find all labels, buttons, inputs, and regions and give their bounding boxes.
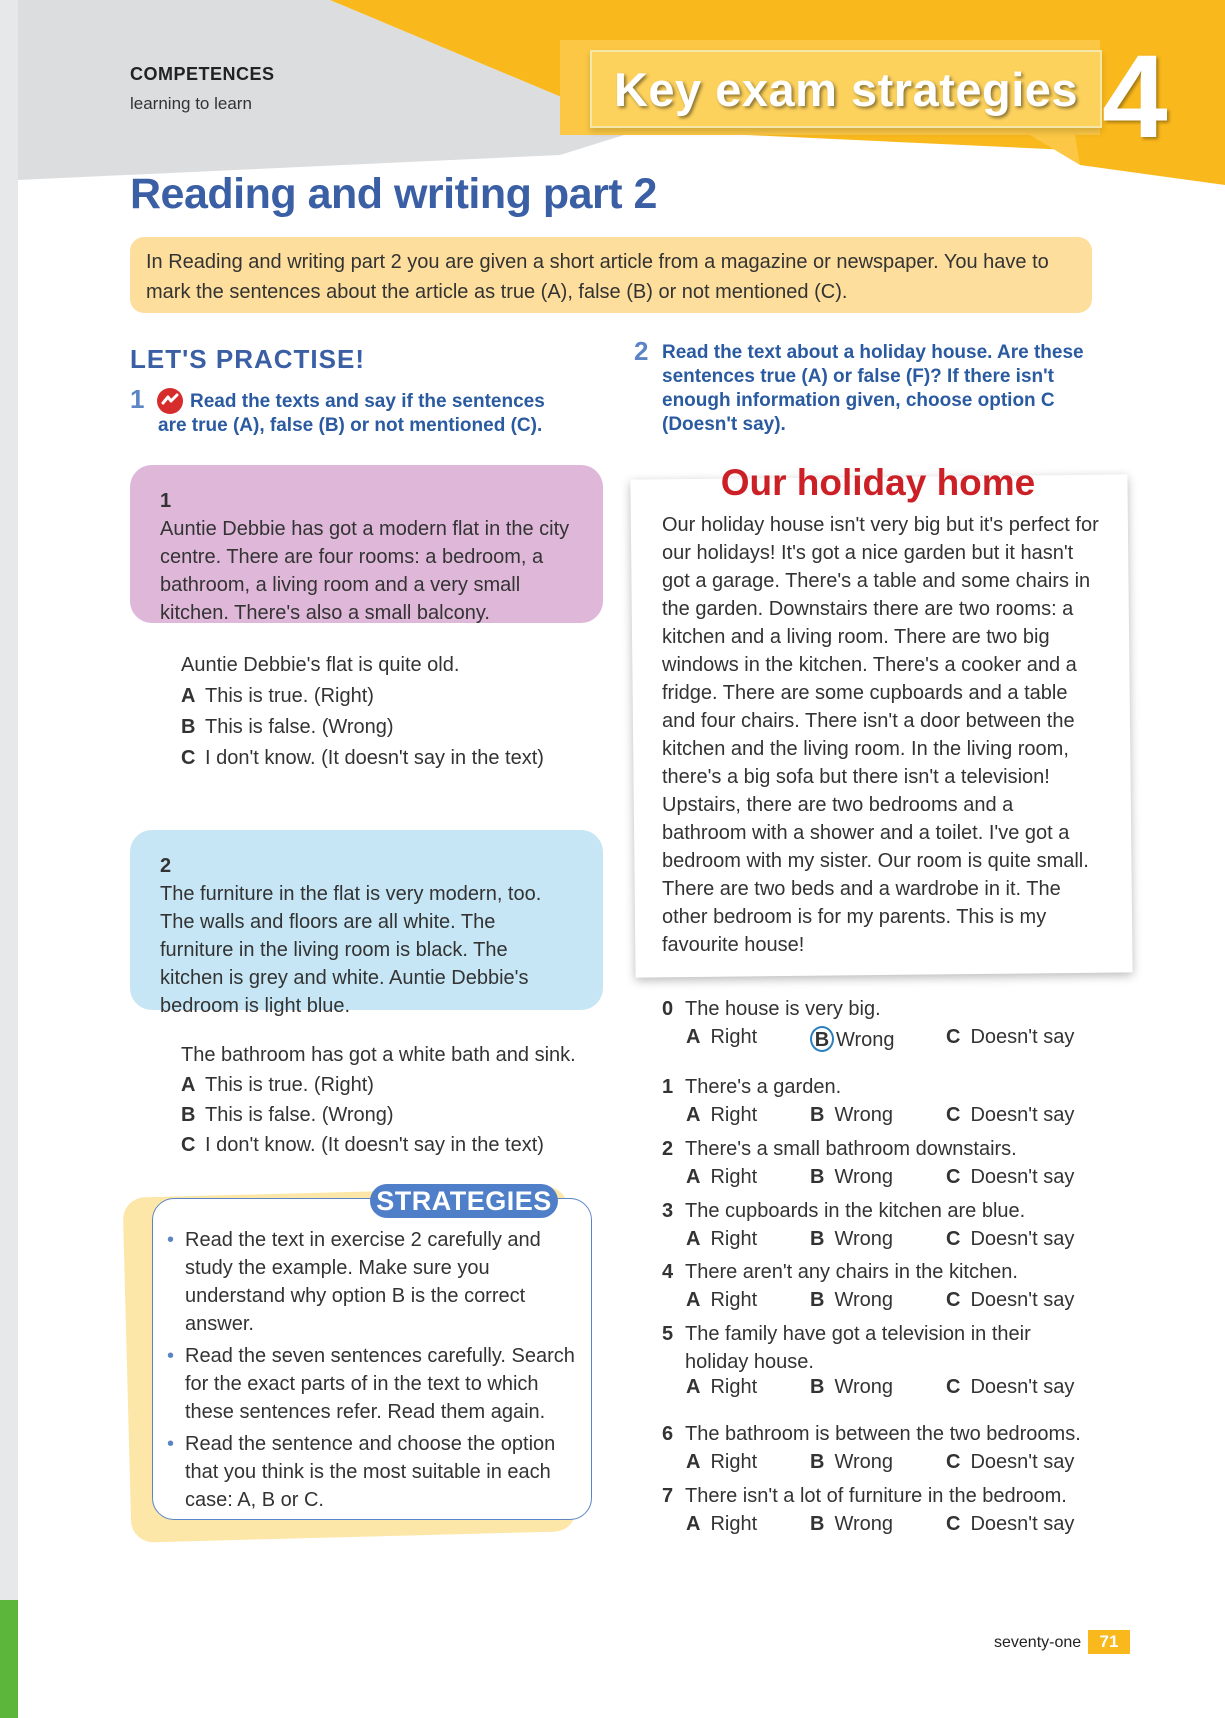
option-text: Wrong (834, 1166, 893, 1188)
option-letter: C (946, 1026, 961, 1048)
option-text: This is false. (Wrong) (205, 1104, 394, 1126)
option-text: I don't know. (It doesn't say in the text) (205, 1134, 544, 1156)
question-text: The family have got a television in their holiday house. (685, 1323, 1031, 1373)
option-text: Doesn't say (970, 1026, 1075, 1048)
exercise-2-instruction: Read the text about a holiday house. Are these sentences true (A) or false (F)? If there isn't enough information given, choose option C (Doesn't say). (662, 342, 1084, 435)
question-6 (662, 1420, 1092, 1448)
option-text: Wrong (834, 1376, 893, 1398)
option-b[interactable] (181, 1100, 601, 1130)
green-edge-tab (0, 1600, 18, 1718)
strategy-item (165, 1342, 575, 1426)
question-5 (662, 1320, 1092, 1376)
option-letter: B (181, 716, 196, 738)
option-letter: C (946, 1289, 961, 1311)
option-letter: A (686, 1166, 701, 1188)
strategy-text: Read the text in exercise 2 carefully and study the example. Make sure you understand why option B is the correct answer. (185, 1229, 541, 1335)
question-number: 6 (662, 1423, 674, 1445)
option-text: I don't know. (It doesn't say in the text) (205, 747, 544, 769)
page-number: 71 (1088, 1630, 1130, 1654)
question-number: 1 (662, 1076, 674, 1098)
option-text: Doesn't say (970, 1228, 1075, 1250)
text-1-number: 1 (160, 490, 172, 512)
strategies-list (165, 1226, 575, 1518)
question-2-text: The bathroom has got a white bath and sink. (181, 1044, 576, 1066)
question-text: There aren't any chairs in the kitchen. (685, 1261, 1018, 1283)
question-text: The cupboards in the kitchen are blue. (685, 1200, 1026, 1222)
option-text: Right (710, 1228, 758, 1250)
option-b[interactable] (810, 1166, 893, 1189)
option-c[interactable] (946, 1376, 1074, 1399)
question-4 (662, 1258, 1092, 1286)
option-letter: C (181, 747, 196, 769)
text-2-body: The furniture in the flat is very modern, too. The walls and floors are all white. The furniture in the living room is black. The kitchen is grey and white. Auntie Debbie's bedroom is light blue. (160, 883, 542, 1017)
option-c[interactable] (946, 1026, 1074, 1049)
exercise-1-number: 1 (130, 384, 145, 414)
option-letter: B (181, 1104, 196, 1126)
option-text: This is true. (Right) (205, 685, 374, 707)
option-letter: A (686, 1104, 701, 1126)
question-number: 7 (662, 1485, 674, 1507)
option-b[interactable] (181, 712, 601, 743)
question-number: 3 (662, 1200, 674, 1222)
option-b[interactable] (810, 1026, 895, 1052)
question-3 (662, 1197, 1092, 1225)
option-text: Wrong (834, 1451, 893, 1473)
exercise-1-instruction: Read the texts and say if the sentences are true (A), false (B) or not mentioned (C). (158, 391, 545, 436)
exercise-2-number: 2 (634, 336, 649, 366)
intro-box: In Reading and writing part 2 you are given a short article from a magazine or newspaper. You have to mark the sentences about the article as true (A), false (B) or not mentioned (C). (130, 237, 1092, 313)
option-text: Doesn't say (970, 1451, 1075, 1473)
page-word: seventy-one (994, 1634, 1082, 1651)
option-letter: A (686, 1228, 701, 1250)
option-text: This is true. (Right) (205, 1074, 374, 1096)
option-letter: B (810, 1228, 825, 1250)
option-text: Wrong (834, 1513, 893, 1535)
article-title: Our holiday home (720, 462, 1036, 503)
bullet-icon: • (167, 1345, 175, 1367)
option-text: Wrong (834, 1289, 893, 1311)
option-a[interactable] (686, 1289, 757, 1312)
option-c[interactable] (181, 1130, 601, 1160)
option-letter: A (686, 1513, 701, 1535)
option-letter: C (181, 1134, 196, 1156)
option-c[interactable] (946, 1228, 1074, 1251)
question-text: There isn't a lot of furniture in the bedroom. (685, 1485, 1067, 1507)
option-text: Doesn't say (970, 1289, 1075, 1311)
competences-label: COMPETENCES (130, 64, 275, 84)
option-letter: C (946, 1376, 961, 1398)
text-box-2 (130, 830, 603, 1017)
strategies-label: STRATEGIES (370, 1184, 558, 1218)
option-a[interactable] (686, 1026, 757, 1049)
option-a[interactable] (686, 1228, 757, 1251)
bullet-icon: • (167, 1433, 175, 1455)
header-background (0, 0, 1225, 260)
option-letter: A (686, 1026, 701, 1048)
option-text: Right (710, 1104, 758, 1126)
option-b[interactable] (810, 1513, 893, 1536)
option-letter: A (686, 1451, 701, 1473)
option-letter: C (946, 1166, 961, 1188)
question-number: 5 (662, 1323, 674, 1345)
question-number: 4 (662, 1261, 674, 1283)
option-letter: C (946, 1228, 961, 1250)
option-letter: A (181, 1074, 196, 1096)
option-letter: B (810, 1289, 825, 1311)
option-letter: A (181, 685, 196, 707)
option-text: Wrong (834, 1104, 893, 1126)
option-c[interactable] (946, 1451, 1074, 1474)
question-number: 0 (662, 998, 674, 1020)
question-block-2 (181, 1040, 601, 1160)
option-a[interactable] (686, 1513, 757, 1536)
option-b[interactable] (810, 1451, 893, 1474)
option-a[interactable] (181, 1070, 601, 1100)
option-b[interactable] (810, 1228, 893, 1251)
option-c[interactable] (946, 1513, 1074, 1536)
strategy-item (165, 1226, 575, 1338)
strategy-item (165, 1430, 575, 1514)
option-letter: A (686, 1376, 701, 1398)
question-number: 2 (662, 1138, 674, 1160)
option-letter: C (946, 1451, 961, 1473)
option-text: Right (710, 1513, 758, 1535)
question-1-text: Auntie Debbie's flat is quite old. (181, 654, 460, 676)
option-letter: B (810, 1104, 825, 1126)
question-2 (662, 1135, 1092, 1163)
unit-number: 4 (1102, 31, 1168, 163)
option-a[interactable] (686, 1166, 757, 1189)
bullet-icon: • (167, 1229, 175, 1251)
banner-title-box (590, 50, 1102, 128)
option-a[interactable] (686, 1376, 757, 1399)
option-text: This is false. (Wrong) (205, 716, 394, 738)
article-text: Our holiday house isn't very big but it's perfect for our holidays! It's got a nice garden but it hasn't got a garage. There's a table and some chairs in the garden. Downstairs there are two rooms: a kitchen and a living room. There are two big windows in the kitchen. There's a cooker and a fridge. There are some cupboards and a table and four chairs. There isn't a door between the kitchen and the living room. In the living room, there's a big sofa but there isn't a television! Upstairs, there are two bedrooms and a bathroom with a shower and a toilet. I've got a bedroom with my sister. Our room is quite small. There are two beds and a wardrobe in it. The other bedroom is for my parents. This is my favourite house! (662, 514, 1099, 956)
competence-subtitle: learning to learn (130, 94, 252, 113)
strategy-text: Read the seven sentences carefully. Search for the exact parts of in the text to which these sentences refer. Read them again. (185, 1345, 575, 1423)
question-text: The house is very big. (685, 998, 881, 1020)
selected-answer-circle: B (810, 1026, 834, 1052)
text-box-1 (130, 465, 603, 623)
option-text: Doesn't say (970, 1376, 1075, 1398)
option-text: Doesn't say (970, 1104, 1075, 1126)
option-b[interactable] (810, 1289, 893, 1312)
option-a[interactable] (686, 1451, 757, 1474)
option-text: Doesn't say (970, 1166, 1075, 1188)
option-text: Right (710, 1451, 758, 1473)
option-letter: B (810, 1376, 825, 1398)
option-text: Right (710, 1376, 758, 1398)
option-text: Doesn't say (970, 1513, 1075, 1535)
question-text: There's a small bathroom downstairs. (685, 1138, 1017, 1160)
lets-practise-heading: LET'S PRACTISE! (130, 344, 365, 374)
option-letter: B (810, 1166, 825, 1188)
option-b[interactable] (810, 1104, 893, 1127)
question-7 (662, 1482, 1092, 1510)
option-a[interactable] (686, 1104, 757, 1127)
text-1-body: Auntie Debbie has got a modern flat in the city centre. There are four rooms: a bedroom, a bathroom, a living room and a very small kitchen. There's also a small balcony. (160, 518, 570, 624)
question-1 (662, 1073, 1092, 1101)
question-text: The bathroom is between the two bedrooms. (685, 1423, 1081, 1445)
question-0 (662, 995, 1092, 1023)
option-c[interactable] (946, 1166, 1074, 1189)
text-2-number: 2 (160, 855, 172, 877)
option-c[interactable] (946, 1104, 1074, 1127)
option-text: Wrong (834, 1228, 893, 1250)
option-letter: C (946, 1104, 961, 1126)
option-a[interactable] (181, 681, 601, 712)
option-text: Right (710, 1026, 758, 1048)
banner-title: Key exam strategies (613, 62, 1079, 116)
option-c[interactable] (946, 1289, 1074, 1312)
option-text: Right (710, 1289, 758, 1311)
strategy-text: Read the sentence and choose the option that you think is the most suitable in each case: A, B or C. (185, 1433, 556, 1511)
question-block-1 (181, 650, 601, 774)
option-text: Right (710, 1166, 758, 1188)
option-c[interactable] (181, 743, 601, 774)
option-b[interactable] (810, 1376, 893, 1399)
option-letter: B (810, 1513, 825, 1535)
option-letter: A (686, 1289, 701, 1311)
question-text: There's a garden. (685, 1076, 842, 1098)
option-text: Wrong (836, 1029, 895, 1051)
section-title: Reading and writing part 2 (130, 170, 657, 218)
option-letter: B (810, 1451, 825, 1473)
option-letter: C (946, 1513, 961, 1535)
